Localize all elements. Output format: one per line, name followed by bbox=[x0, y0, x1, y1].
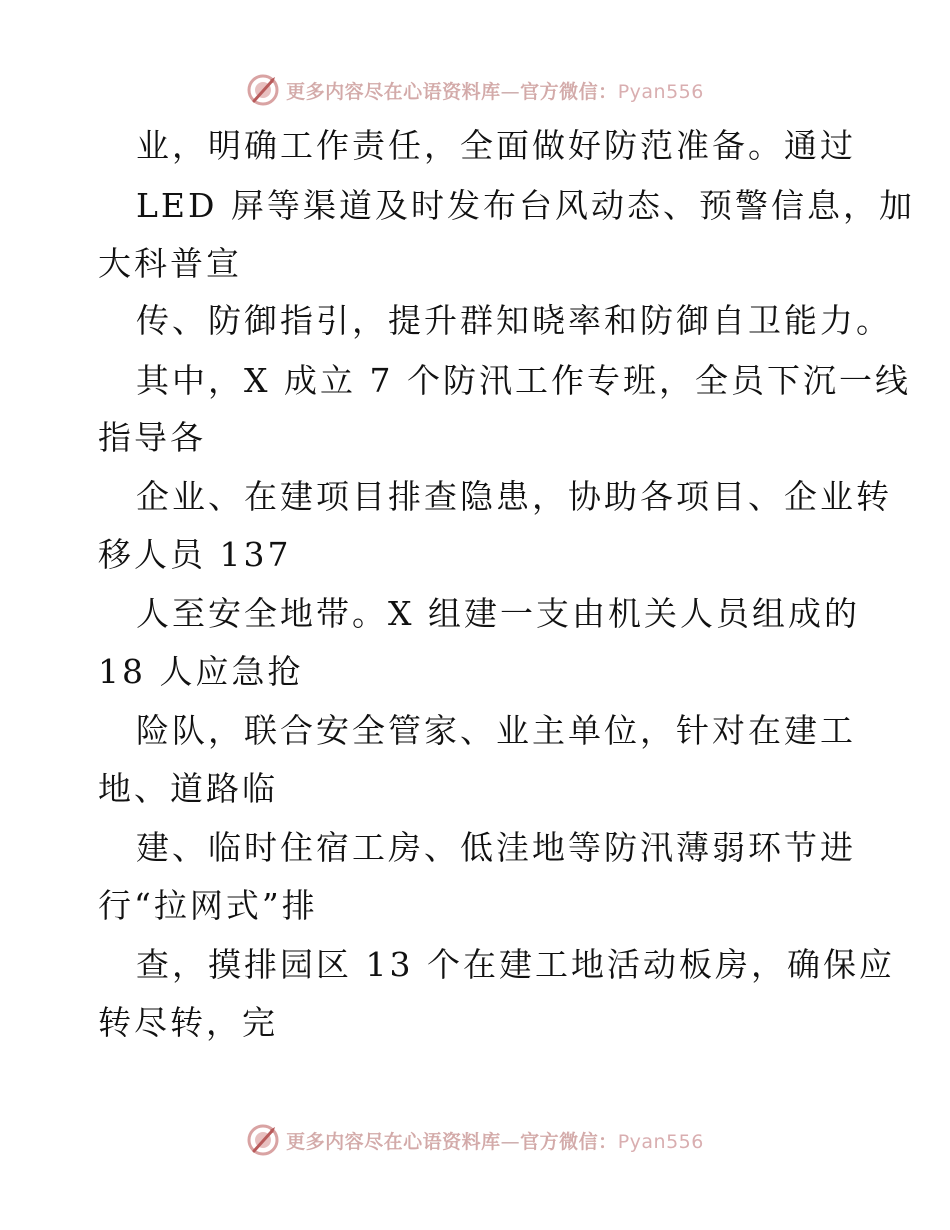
body-line: 传、防御指引，提升群知晓率和防御自卫能力。 bbox=[136, 301, 892, 340]
watermark-dash: — bbox=[500, 1130, 521, 1153]
body-line: 18 人应急抢 bbox=[98, 652, 304, 691]
body-line: 地、道路临 bbox=[98, 769, 278, 808]
watermark-label: 官方微信： bbox=[520, 1130, 618, 1153]
footer-watermark bbox=[0, 1120, 950, 1160]
watermark-site: 更多内容尽在心语资料库 bbox=[286, 1130, 501, 1153]
body-line: LED 屏等渠道及时发布台风动态、预警信息，加 bbox=[136, 186, 915, 225]
pen-logo-icon bbox=[246, 1123, 280, 1157]
body-line: 业，明确工作责任，全面做好防范准备。通过 bbox=[136, 126, 856, 165]
body-line: 人至安全地带。X 组建一支由机关人员组成的 bbox=[136, 594, 860, 633]
body-line: 移人员 137 bbox=[98, 535, 292, 574]
body-line: 建、临时住宿工房、低洼地等防汛薄弱环节进 bbox=[136, 828, 856, 867]
watermark-label: 官方微信： bbox=[520, 80, 618, 103]
watermark-id: Pyan556 bbox=[617, 80, 704, 103]
body-line: 其中，X 成立 7 个防汛工作专班，全员下沉一线 bbox=[136, 361, 911, 400]
watermark-id: Pyan556 bbox=[617, 1130, 704, 1153]
body-line: 大科普宣 bbox=[98, 244, 242, 283]
body-line: 险队，联合安全管家、业主单位，针对在建工 bbox=[136, 711, 856, 750]
body-line: 查，摸排园区 13 个在建工地活动板房，确保应 bbox=[136, 945, 895, 984]
pen-logo-icon bbox=[246, 73, 280, 107]
body-line: 指导各 bbox=[98, 418, 206, 457]
body-line: 行“拉网式”排 bbox=[98, 886, 318, 925]
body-line: 企业、在建项目排查隐患，协助各项目、企业转 bbox=[136, 477, 892, 516]
footer-watermark-text bbox=[286, 1127, 704, 1154]
body-line: 转尽转，完 bbox=[98, 1003, 278, 1042]
header-watermark bbox=[0, 70, 950, 110]
header-watermark-text bbox=[286, 77, 704, 104]
watermark-dash: — bbox=[500, 80, 521, 103]
watermark-site: 更多内容尽在心语资料库 bbox=[286, 80, 501, 103]
